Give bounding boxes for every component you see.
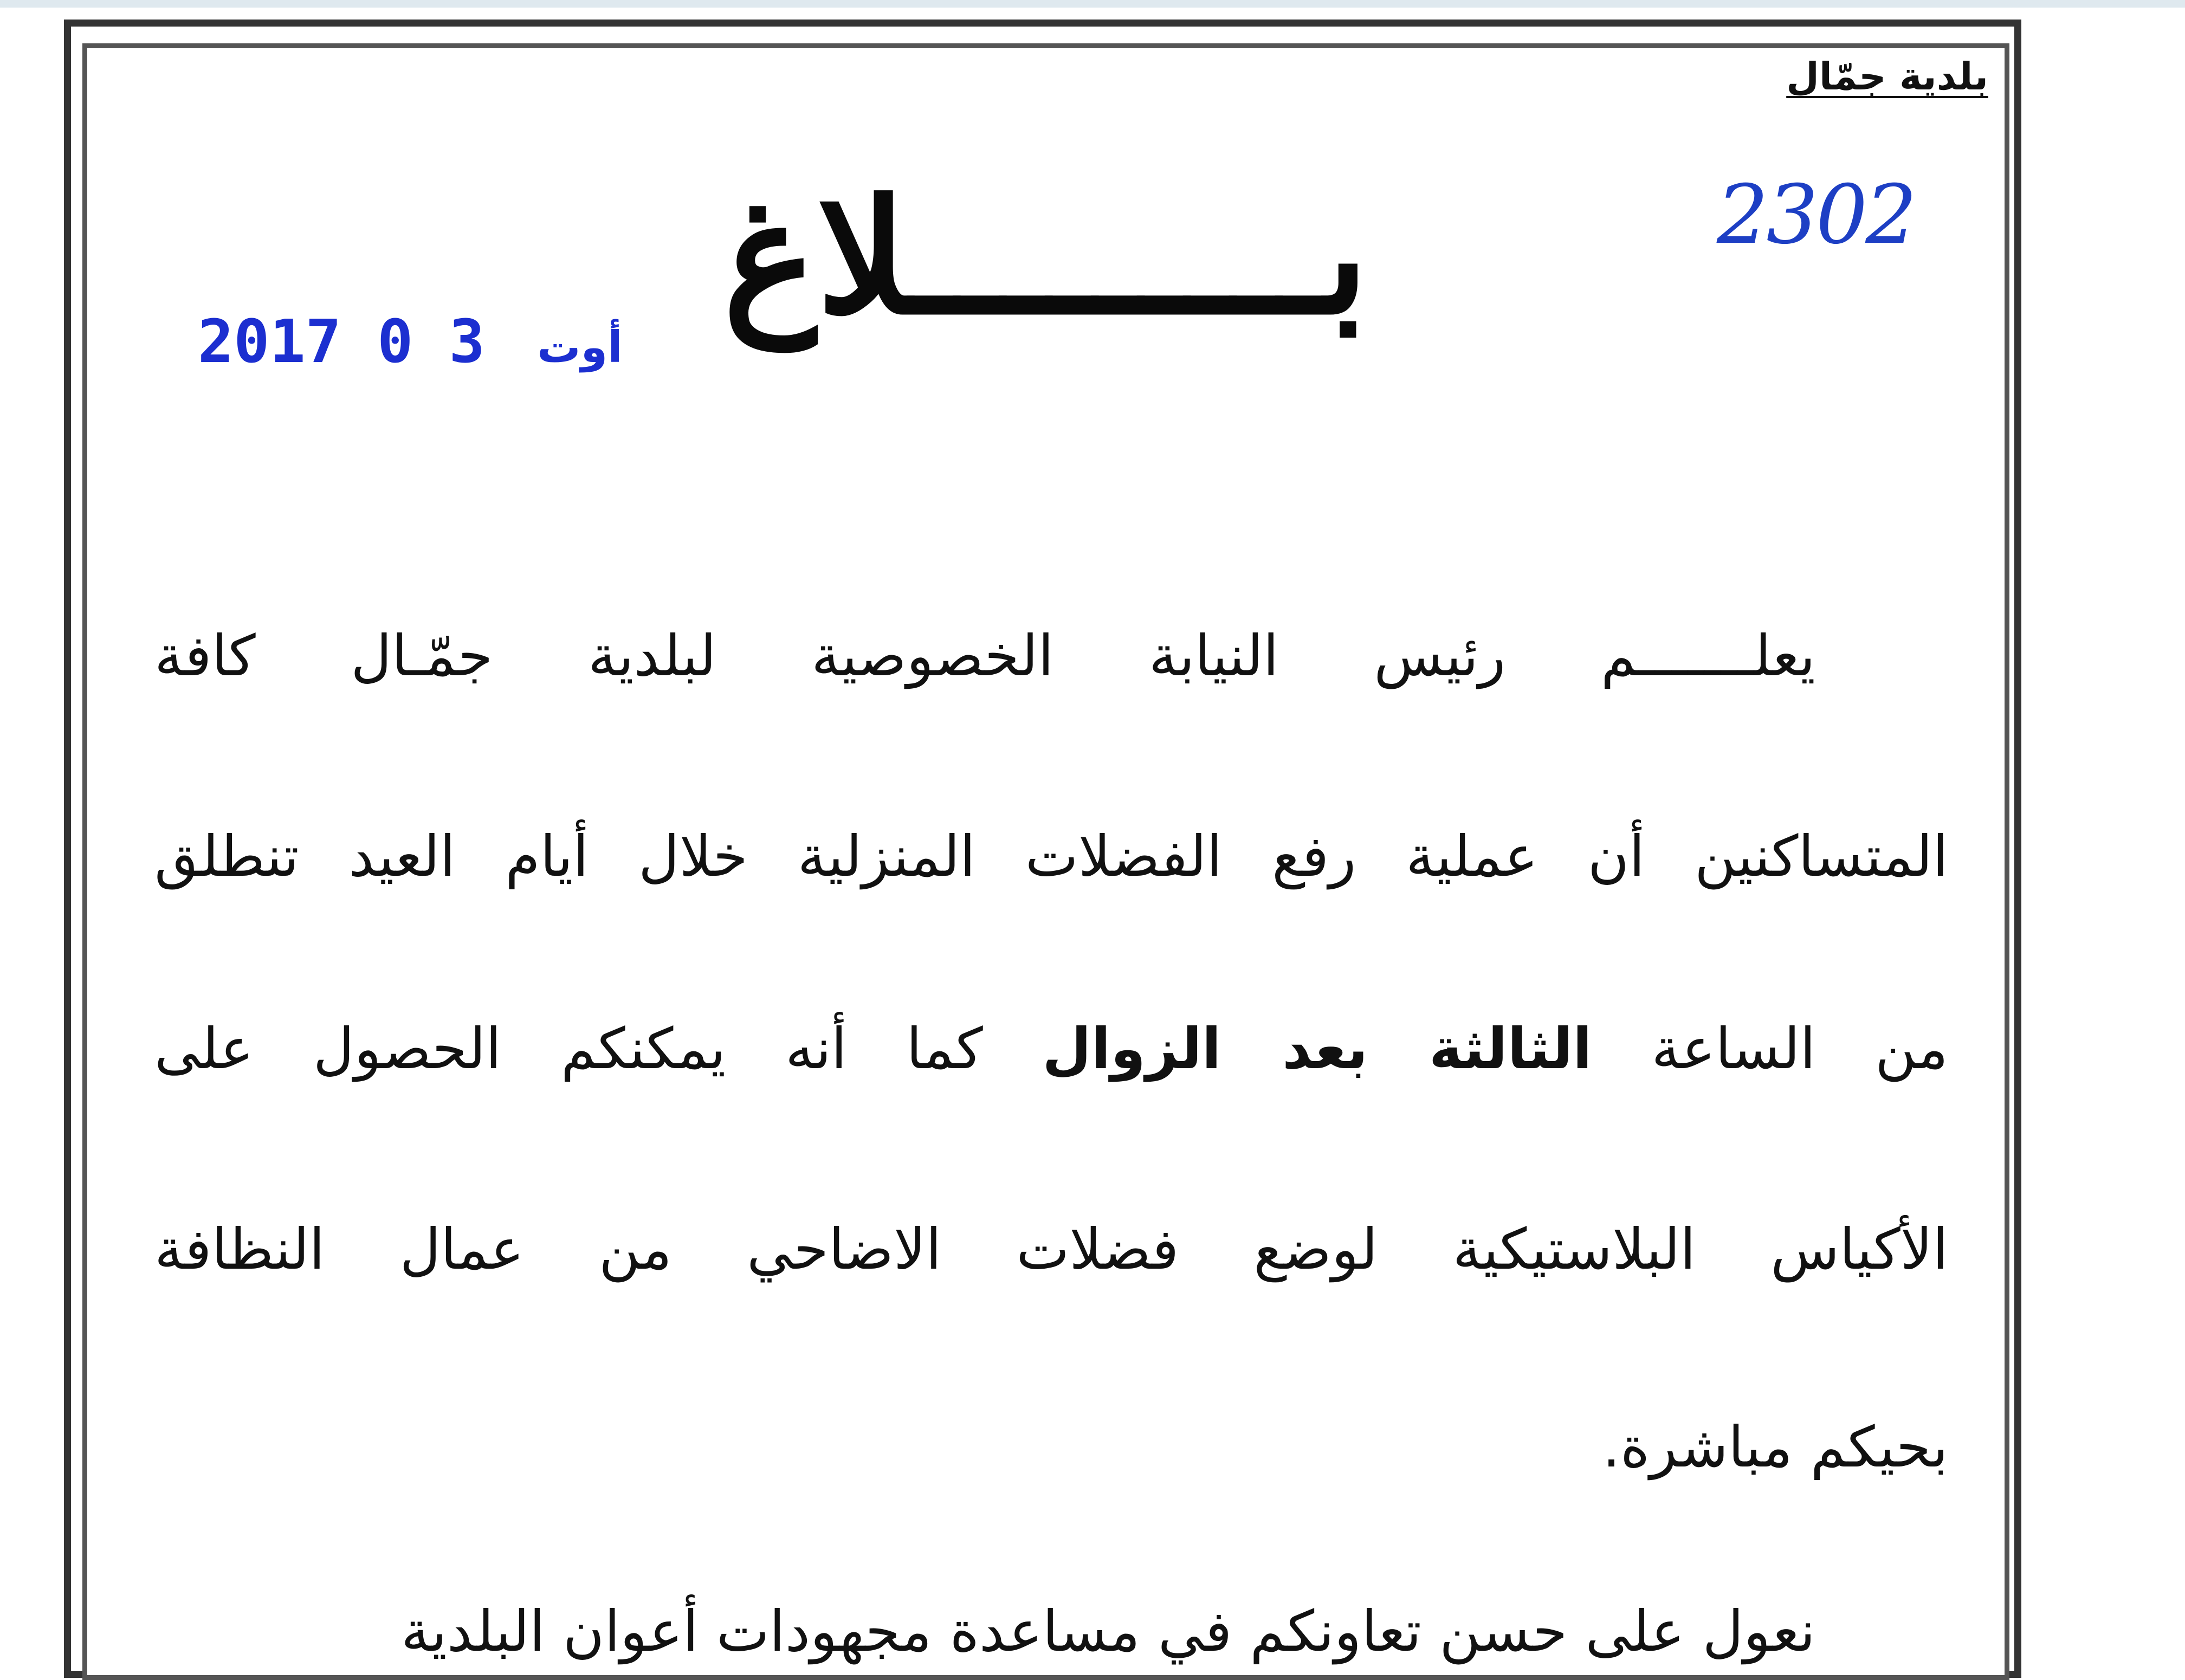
- scan-top-edge: [0, 0, 2185, 8]
- municipality-header: بلدية جمّال: [1786, 54, 1988, 99]
- paragraph-line-3-emphasis: الثالثة بعد الزوال: [1042, 1016, 1592, 1082]
- paragraph-line-5: بحيكم مباشرة.: [1602, 1414, 1948, 1480]
- paragraph-line-6-partial: نعول على حسن تعاونكم في مساعدة مجهودات أعوان البلدية: [401, 1598, 1815, 1664]
- document-title: بـــــــــلاغ: [723, 165, 1369, 350]
- paragraph-line-4: الأكياس البلاستيكية لوضع فضلات الاضاحي من عمال النظافة: [154, 1216, 1948, 1282]
- date-stamp: [198, 307, 639, 376]
- date-stamp-month: أوت: [537, 322, 623, 372]
- paragraph-line-3-end: كما أنه يمكنكم الحصول على: [154, 1016, 1043, 1082]
- paragraph-line-1: يعلـــــــم رئيس النيابة الخصوصية لبلدية جمّـال كافة: [154, 623, 1815, 689]
- paragraph-line-2: المتساكنين أن عملية رفع الفضلات المنزلية خلال أيام العيد تنطلق: [154, 823, 1948, 889]
- paragraph-line-3: [154, 1016, 1948, 1082]
- handwritten-reference-number: 2302: [1717, 168, 1915, 262]
- paragraph-line-3-start: من الساعة: [1592, 1016, 1948, 1082]
- date-stamp-year: 2017: [198, 307, 341, 376]
- date-stamp-day: 3 0: [377, 307, 485, 376]
